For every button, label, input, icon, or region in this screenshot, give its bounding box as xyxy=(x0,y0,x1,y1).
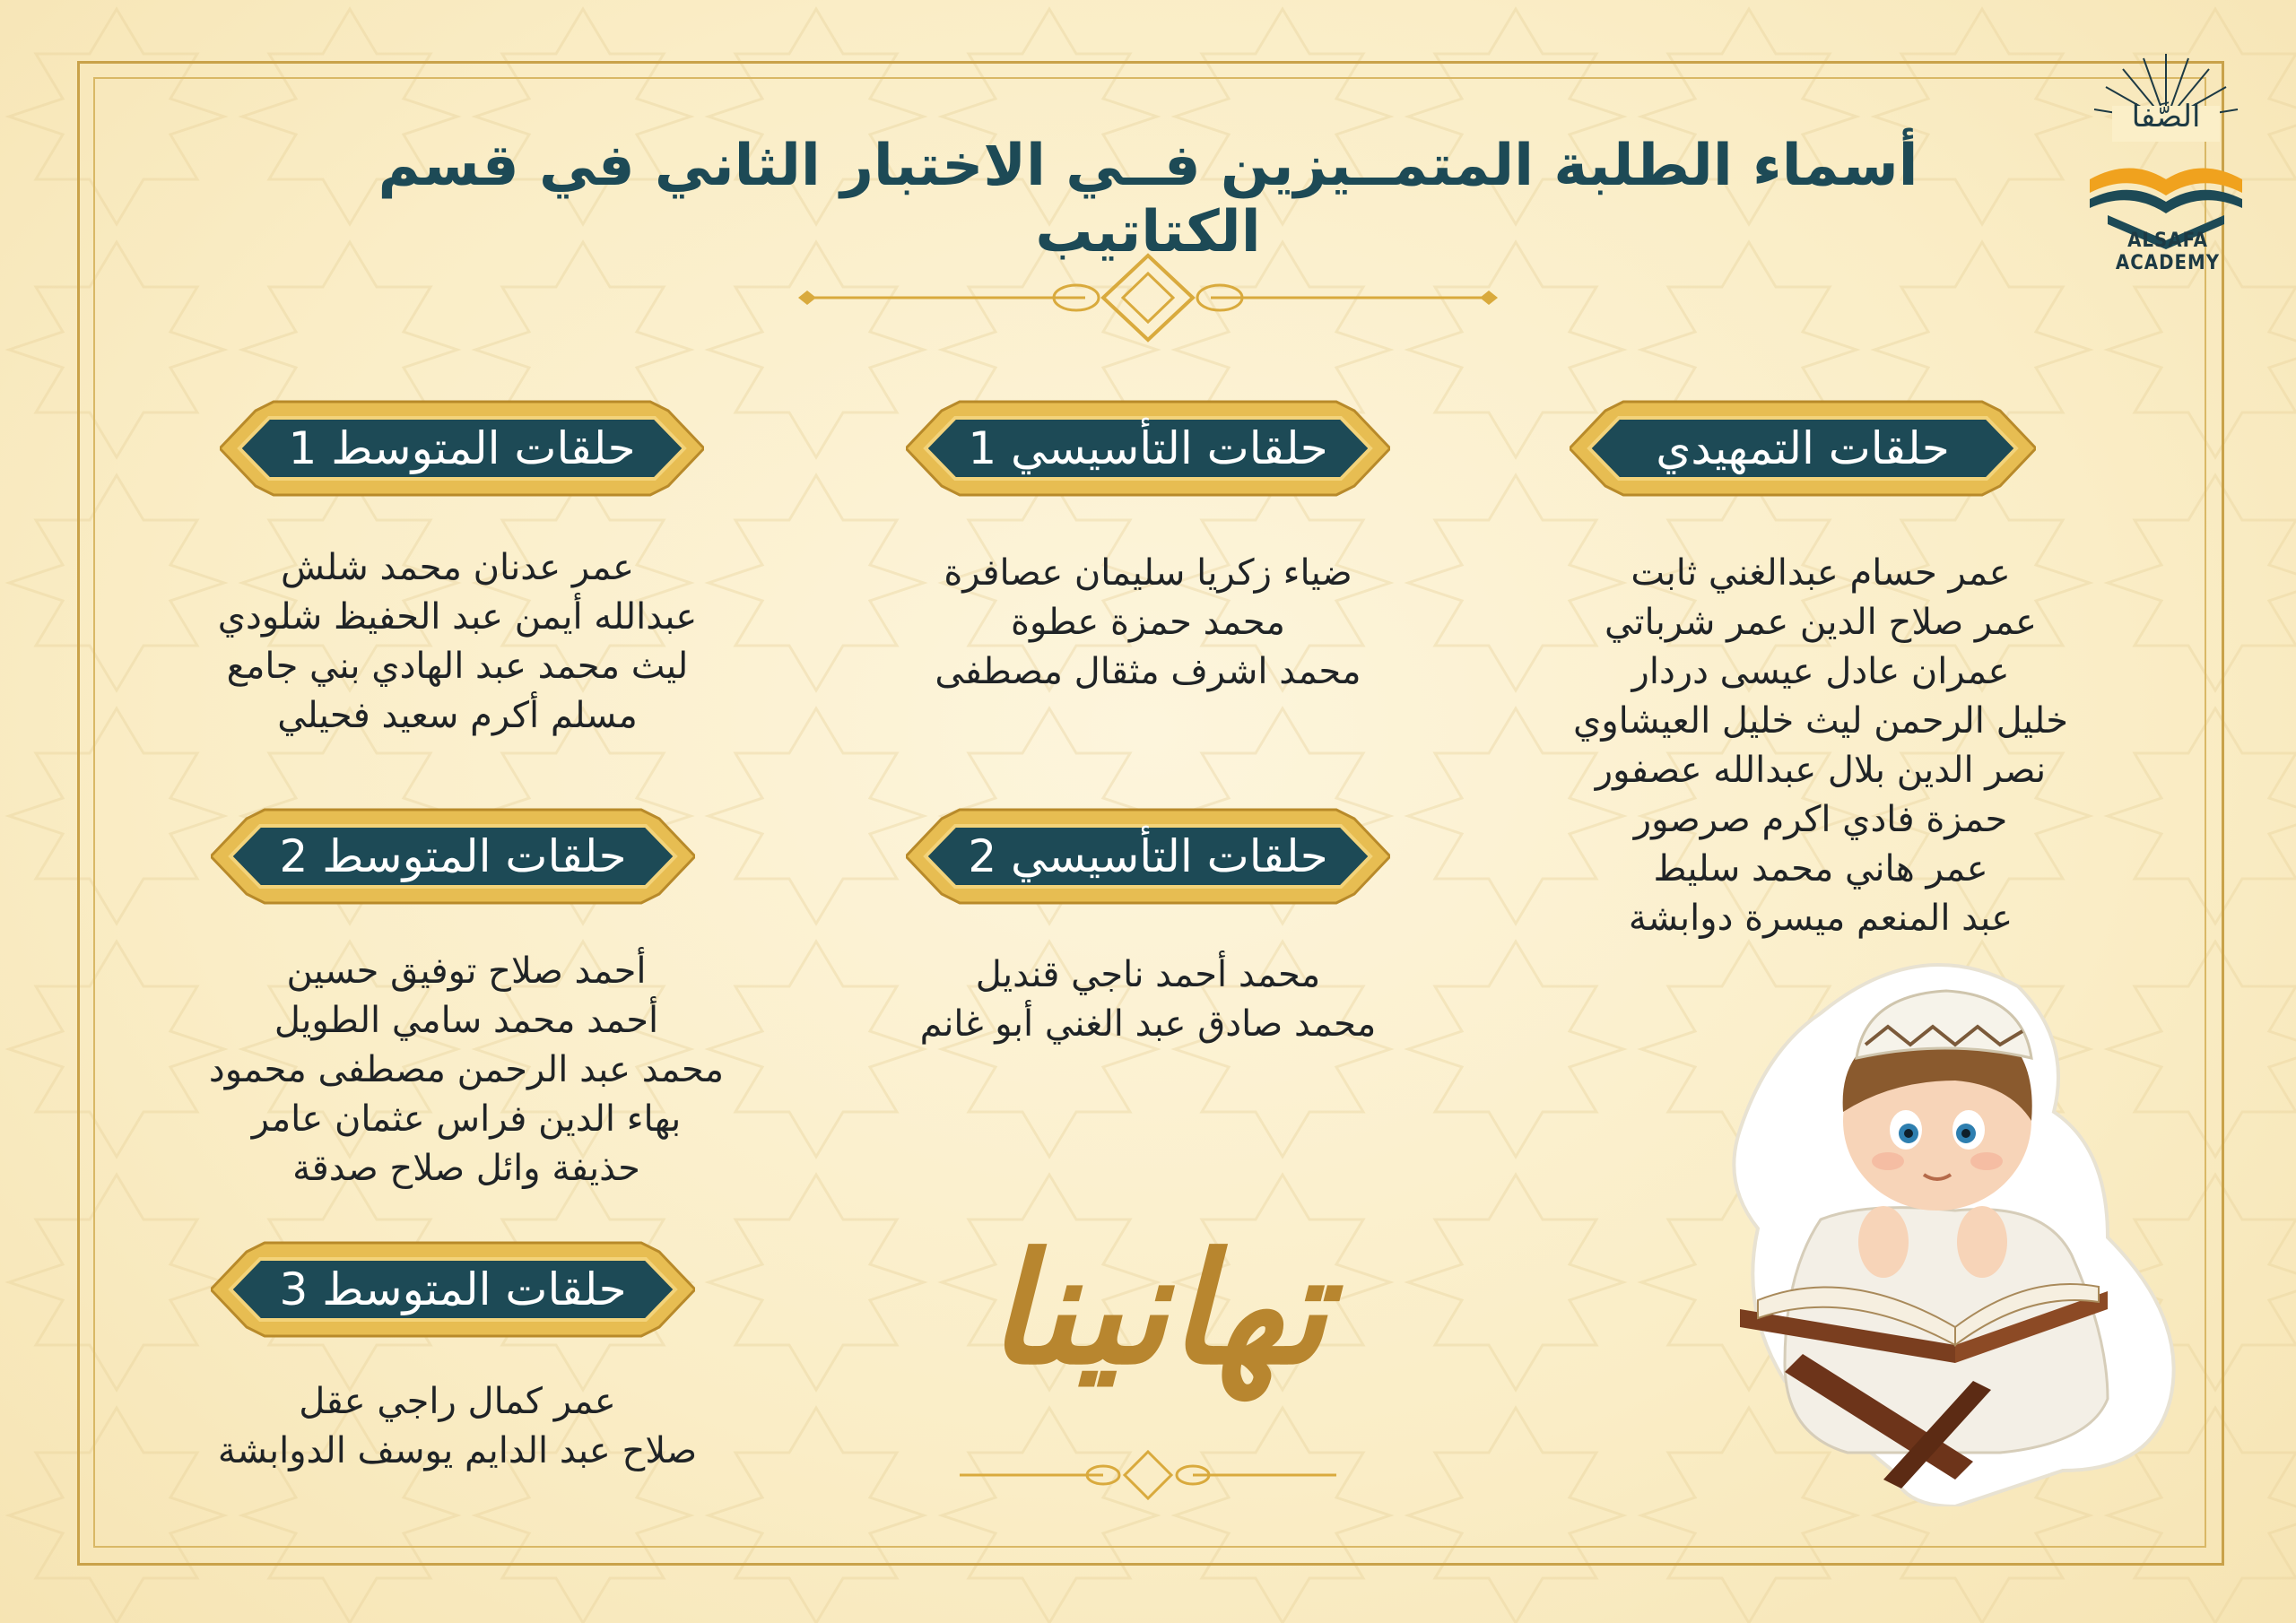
badge-mutawasit1 xyxy=(220,395,704,502)
names-mutawasit3 xyxy=(161,1377,753,1476)
student-name: عبدالله أيمن عبد الحفيظ شلودي xyxy=(217,596,698,638)
badge-mutawasit3 xyxy=(211,1236,695,1343)
badge-label: حلقات المتوسط 1 xyxy=(288,422,636,474)
student-name: محمد حمزة عطوة xyxy=(1011,602,1285,643)
badge-label: حلقات المتوسط 3 xyxy=(279,1263,627,1315)
student-name: محمد اشرف مثقال مصطفى xyxy=(935,651,1361,692)
page-title: أسماء الطلبة المتمــيزين فــي الاختبار الثاني في قسم الكتاتيب xyxy=(378,133,1918,265)
student-name: محمد صادق عبد الغني أبو غانم xyxy=(919,1003,1377,1045)
badge-label: حلقات التأسيسي 2 xyxy=(968,830,1328,882)
student-name: عمر هاني محمد سليط xyxy=(1653,848,1988,890)
student-name: حمزة فادي اكرم صرصور xyxy=(1633,799,2008,840)
student-name: عبد المنعم ميسرة دوابشة xyxy=(1628,898,2013,939)
student-name: عمر حسام عبدالغني ثابت xyxy=(1631,552,2011,594)
names-mutawasit1 xyxy=(161,543,753,741)
names-asasi2 xyxy=(861,950,1435,1049)
ornament-divider-top xyxy=(789,251,1507,350)
logo-arabic: الصَّفا xyxy=(2131,99,2201,135)
student-name: محمد أحمد ناجي قنديل xyxy=(975,954,1321,995)
badge-label: حلقات التمهيدي xyxy=(1656,422,1950,474)
student-name: عمر كمال راجي عقل xyxy=(299,1381,616,1422)
student-name: نصر الدين بلال عبدالله عصفور xyxy=(1595,750,2047,791)
names-tamhidi xyxy=(1516,549,2126,943)
student-name: بهاء الدين فراس عثمان عامر xyxy=(251,1098,682,1140)
names-mutawasit2 xyxy=(161,947,771,1193)
student-name: عمر عدنان محمد شلش xyxy=(281,547,634,588)
alsafa-logo xyxy=(2072,36,2260,260)
badge-asasi1 xyxy=(906,395,1390,502)
student-name: ضياء زكريا سليمان عصافرة xyxy=(944,552,1352,594)
student-name: حذيفة وائل صلاح صدقة xyxy=(292,1148,640,1189)
ornament-divider-bottom xyxy=(951,1448,1345,1502)
student-name: أحمد صلاح توفيق حسين xyxy=(286,950,647,992)
badge-asasi2 xyxy=(906,803,1390,910)
student-name: خليل الرحمن ليث خليل العيشاوي xyxy=(1573,700,2068,742)
student-name: أحمد محمد سامي الطويل xyxy=(274,1000,659,1041)
student-name: مسلم أكرم سعيد فحيلي xyxy=(277,695,638,736)
badge-label: حلقات المتوسط 2 xyxy=(279,830,627,882)
student-name: عمر صلاح الدين عمر شرباتي xyxy=(1605,602,2037,643)
student-name: محمد عبد الرحمن مصطفى محمود xyxy=(208,1049,725,1090)
student-name: ليث محمد عبد الهادي بني جامع xyxy=(226,646,689,687)
congrats-calligraphy: تهانينا xyxy=(987,1219,1327,1399)
badge-mutawasit2 xyxy=(211,803,695,910)
student-name: عمران عادل عيسى دردار xyxy=(1631,651,2010,692)
badge-label: حلقات التأسيسي 1 xyxy=(968,422,1328,474)
badge-tamhidi xyxy=(1570,395,2036,502)
names-asasi1 xyxy=(861,549,1435,697)
boy-reading-illustration xyxy=(1686,933,2188,1506)
student-name: صلاح عبد الدايم يوسف الدوابشة xyxy=(217,1430,698,1471)
logo-english: ALSAFA ACADEMY xyxy=(2115,230,2221,274)
